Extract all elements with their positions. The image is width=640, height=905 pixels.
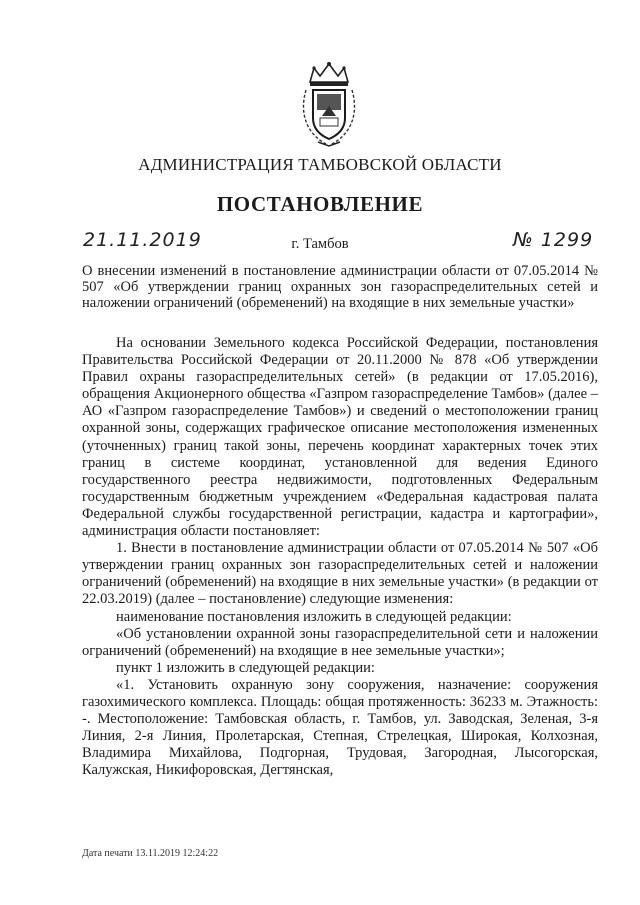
print-date-footer: Дата печати 13.11.2019 12:24:22 [82,848,219,859]
crown-icon [310,64,348,82]
city-label: г. Тамбов [291,236,349,252]
paragraph-item-1: 1. Внести в постановление администрации области от 07.05.2014 № 507 «Об утверждении границ охранных зон газораспределительных сетей и наложении ограничений (обременений) на входящие в них земельные участки» (в редакции от 22.03.2019) (далее – постановление) следующие изменения: [82,540,598,608]
paragraph-new-title: «Об установлении охранной зоны газораспределительной сети и наложении ограничений (обременений) на входящие в нее земельные участки»; [82,625,598,659]
paragraph-title-change: наименование постановления изложить в следующей редакции: [116,608,512,625]
handwritten-date: 21.11.2019 [83,229,202,251]
paragraph-item-1-change: пункт 1 изложить в следующей редакции: [116,659,375,676]
document-body [82,335,598,779]
paragraph-new-item-1: «1. Установить охранную зону сооружения, назначение: сооружения газохимического комплекса. Площадь: общая протяженность: 36233 м. Этажность: -. Местоположение: Тамбовская область, г. Тамбов, ул. Заводская, Зеленая, 3-я Линия, 2-я Линия, Пролетарская, Степная, Стрелецкая, Широкая, Колхозная, Владимира Михайлова, Подгорная, Трудовая, Загородная, Лысогорская, Калужская, Никифоровская, Дегтянская, [82,676,598,779]
organization-name: АДМИНИСТРАЦИЯ ТАМБОВСКОЙ ОБЛАСТИ [138,155,502,174]
handwritten-number: № 1299 [513,229,594,251]
document-subject: О внесении изменений в постановление администрации области от 07.05.2014 № 507 «Об утверждении границ охранных зон газораспределительных сетей и наложении ограничений (обременений) на входящие в них земельные участки» [82,263,598,311]
paragraph-basis: На основании Земельного кодекса Российской Федерации, постановления Правительства Российской Федерации от 20.11.2000 № 878 «Об утверждении Правил охраны газораспределительных сетей» (в редакции от 17.05.2016), обращения Акционерного общества «Газпром газораспределение Тамбов» (далее – АО «Газпром газораспределение Тамбов») и сведений о местоположении границ охранной зоны, содержащих графическое описание местоположения измененных (уточненных) границ такой зоны, перечень координат характерных точек этих границ в системе координат, установленной для ведения Единого государственного реестра недвижимости, подготовленных Федеральным государственным бюджетным учреждением «Федеральная кадастровая палата Федеральной службы государственной регистрации, кадастра и картографии», администрация области постановляет: [82,335,598,540]
coat-of-arms-emblem [296,60,362,148]
document-type-title: ПОСТАНОВЛЕНИЕ [216,192,424,216]
